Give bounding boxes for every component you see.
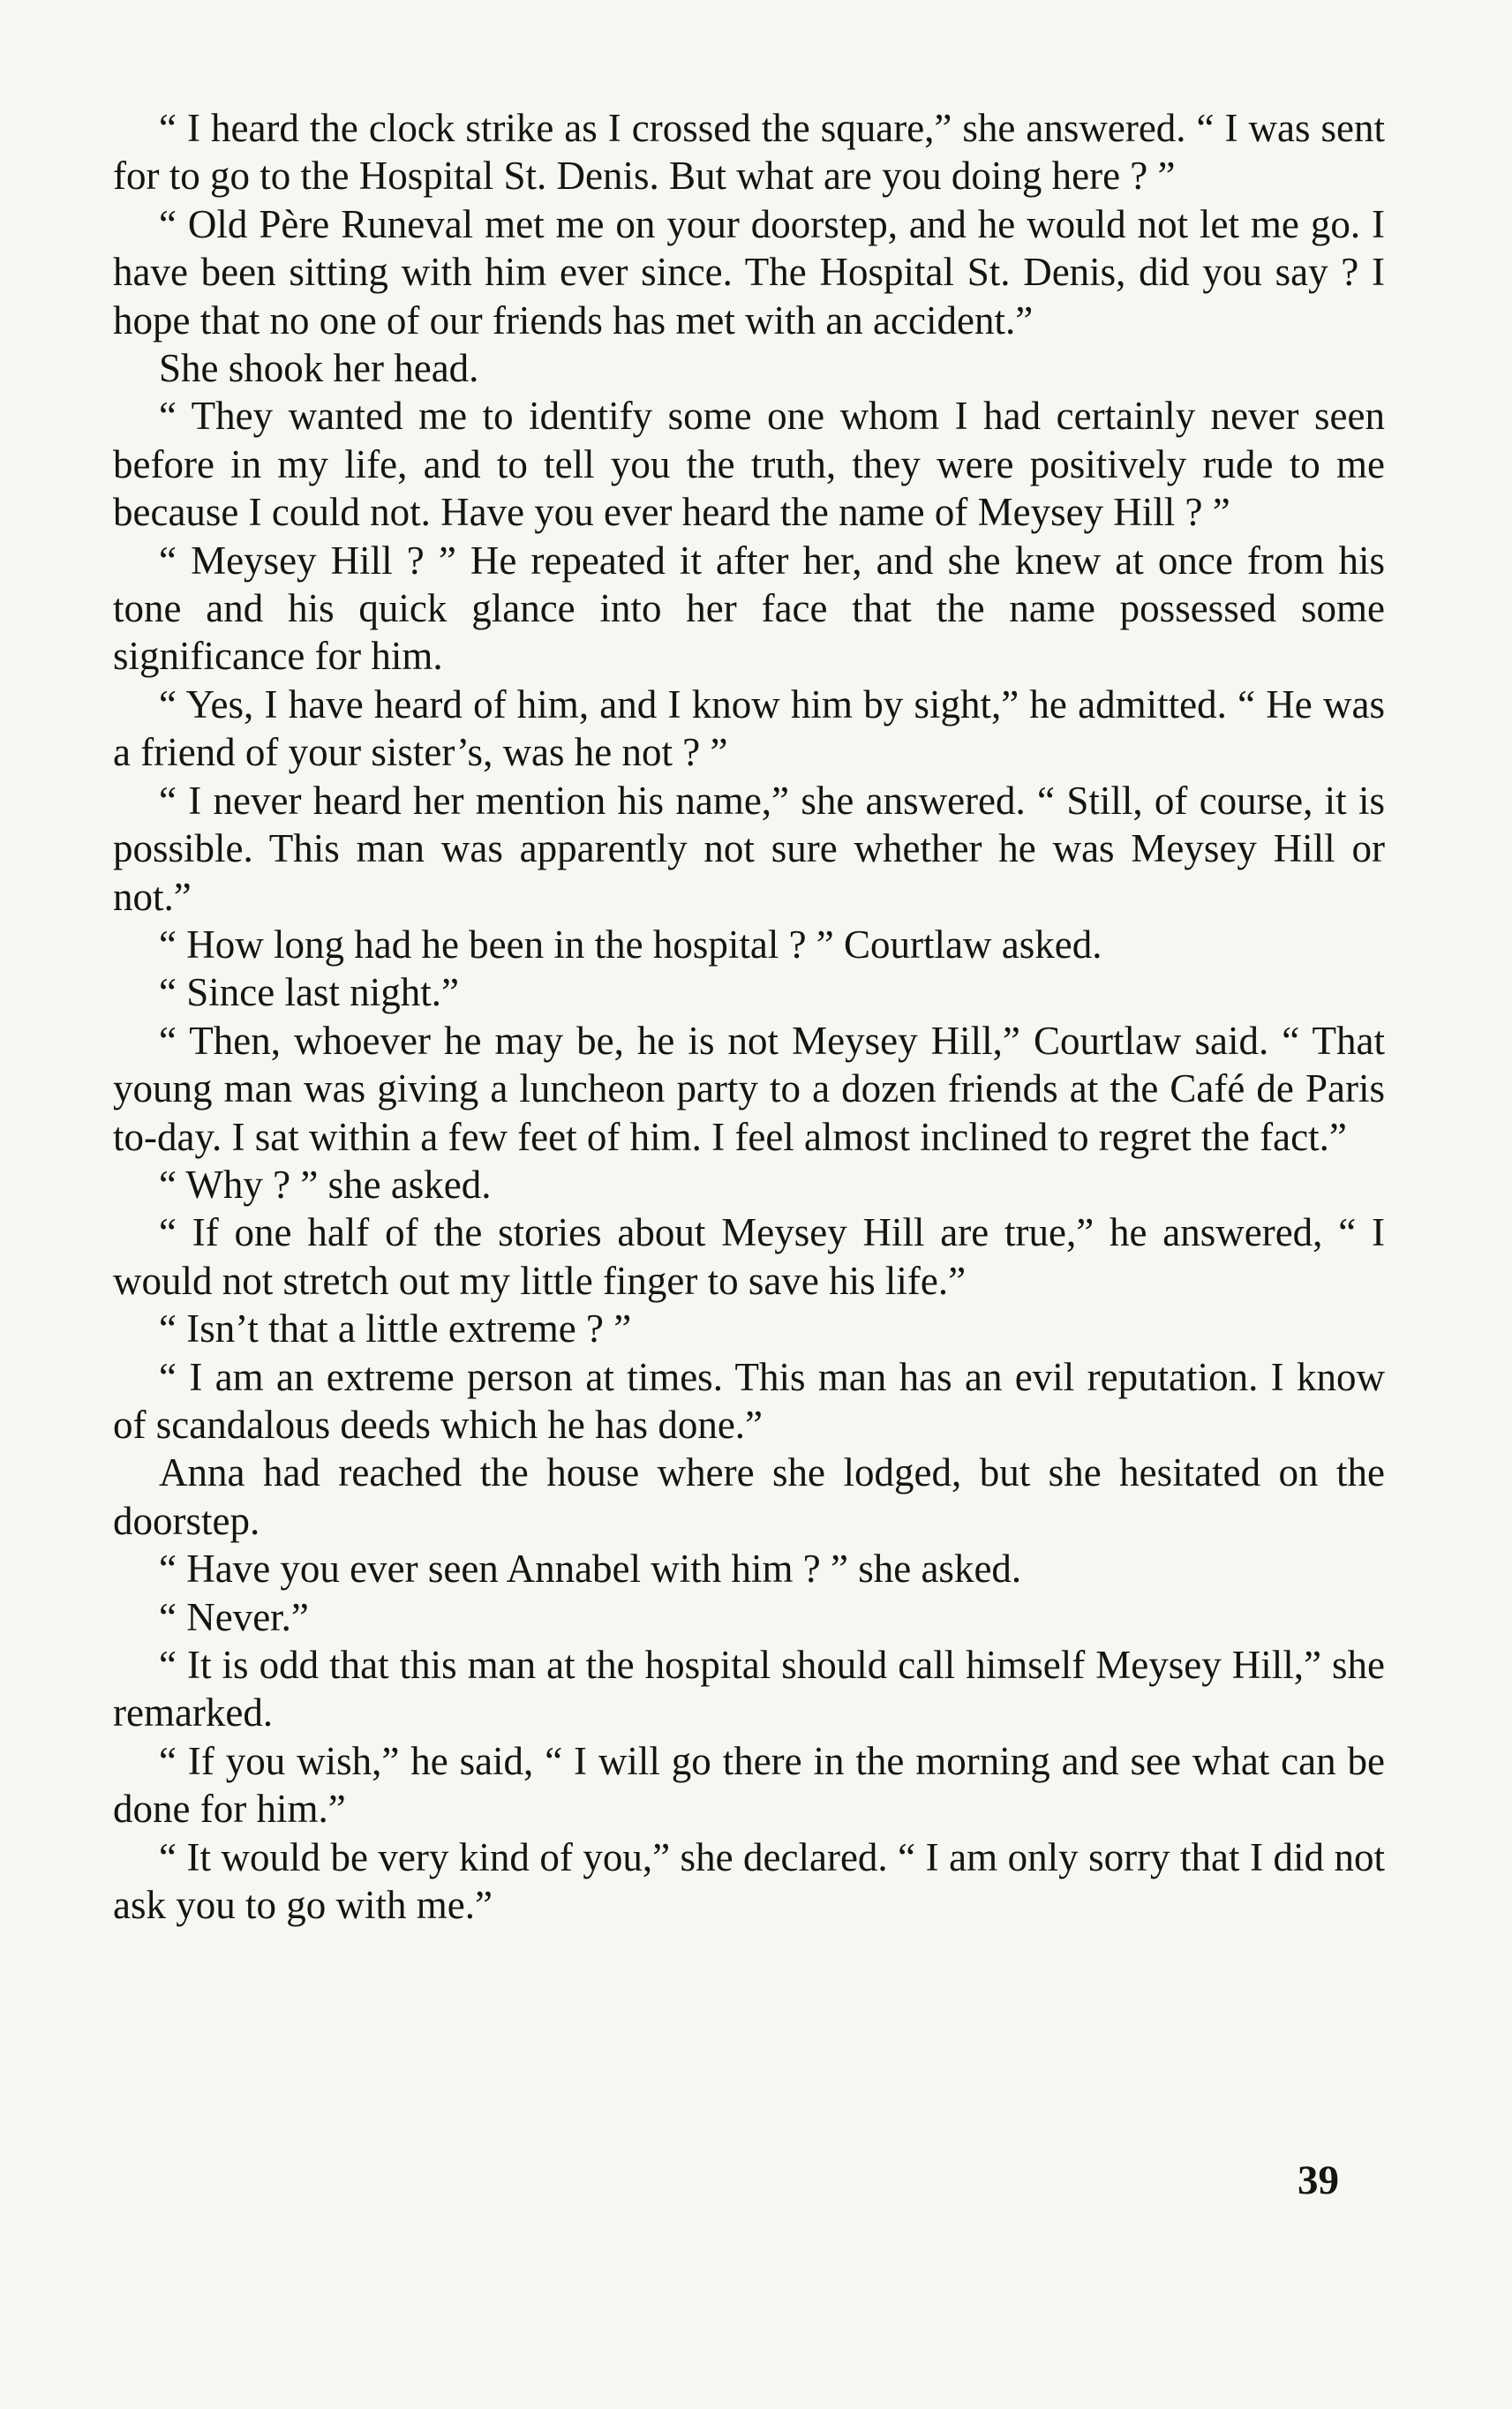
paragraph: “ Yes, I have heard of him, and I know him by sight,” he admitted. “ He was a friend of your sister’s, was he not ? ” bbox=[113, 681, 1385, 775]
paragraph: “ It would be very kind of you,” she declared. “ I am only sorry that I did not ask you to go with me.” bbox=[113, 1834, 1385, 1928]
paragraph: She shook her head. bbox=[159, 346, 479, 391]
paragraph: “ Then, whoever he may be, he is not Meysey Hill,” Courtlaw said. “ That young man was giving a luncheon party to a dozen friends at the Café de Paris to-day. I sat within a few feet of him. I feel almost inclined to regret the fact.” bbox=[113, 1018, 1385, 1159]
paragraph: “ If one half of the stories about Meysey Hill are true,” he answered, “ I would not stretch out my little finger to save his life.” bbox=[113, 1210, 1385, 1303]
paragraph: “ Why ? ” she asked. bbox=[159, 1162, 492, 1207]
paragraph: “ They wanted me to identify some one whom I had certainly never seen before in my life, and to tell you the truth, they were positively rude to me because I could not. Have you ever heard the name of Meysey Hill ? ” bbox=[113, 394, 1385, 535]
paragraph: “ I am an extreme person at times. This man has an evil reputation. I know of scandalous deeds which he has done.” bbox=[113, 1354, 1385, 1447]
paragraph: “ Have you ever seen Annabel with him ? ” she asked. bbox=[159, 1547, 1022, 1592]
paragraph: “ Isn’t that a little extreme ? ” bbox=[159, 1306, 632, 1351]
paragraph: “ How long had he been in the hospital ? ” Courtlaw asked. bbox=[159, 922, 1102, 967]
paragraph: “ Meysey Hill ? ” He repeated it after her, and she knew at once from his tone and his quick glance into her face that the name possessed some significance for him. bbox=[113, 538, 1385, 679]
page-number: 39 bbox=[1298, 2157, 1339, 2203]
paragraph: “ I never heard her mention his name,” she answered. “ Still, of course, it is possible. This man was apparently not sure whether he was Meysey Hill or not.” bbox=[113, 778, 1385, 919]
paragraph: “ Since last night.” bbox=[159, 970, 459, 1015]
paragraph: “ Old Père Runeval met me on your doorstep, and he would not let me go. I have been sitting with him ever since. The Hospital St. Denis, did you say ? I hope that no one of our friends has met with an accident.” bbox=[113, 201, 1385, 343]
paragraph: “ I heard the clock strike as I crossed the square,” she answered. “ I was sent for to go to the Hospital St. Denis. But what are you doing here ? ” bbox=[113, 106, 1385, 199]
paragraph: Anna had reached the house where she lodged, but she hesitated on the doorstep. bbox=[113, 1450, 1385, 1543]
paragraph: “ If you wish,” he said, “ I will go there in the morning and see what can be done for him.” bbox=[113, 1738, 1385, 1832]
paragraph: “ Never.” bbox=[159, 1594, 309, 1639]
page-body bbox=[113, 104, 1385, 1929]
paragraph: “ It is odd that this man at the hospital should call himself Meysey Hill,” she remarked. bbox=[113, 1643, 1385, 1735]
